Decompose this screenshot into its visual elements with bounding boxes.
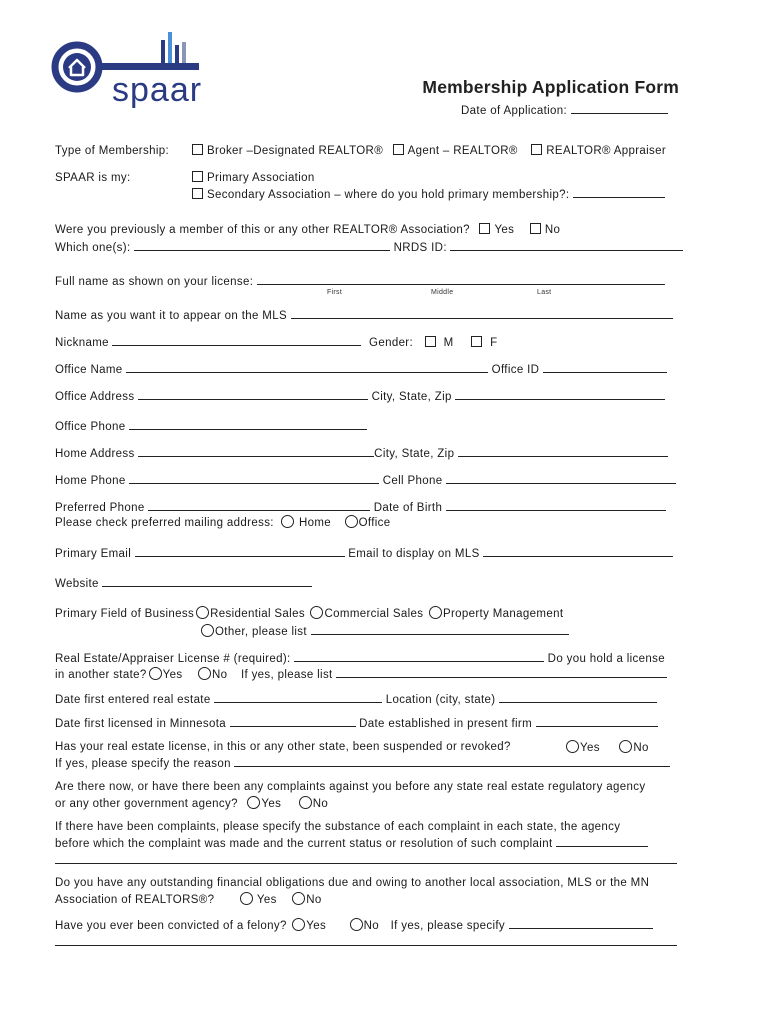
office-city-label: City, State, Zip <box>371 391 452 403</box>
primary-email-label: Primary Email <box>55 548 132 560</box>
home-address-label: Home Address <box>55 448 135 460</box>
home-phone-row <box>55 472 676 488</box>
which-ones-label: Which one(s): <box>55 242 131 254</box>
mailing-address-label: Please check preferred mailing address: <box>55 517 274 529</box>
date-licensed-field[interactable] <box>230 715 356 727</box>
date-entered-field[interactable] <box>214 691 382 703</box>
complaints-yes-label: Yes <box>261 798 282 810</box>
home-city-label: City, State, Zip <box>374 448 455 460</box>
date-of-application-label: Date of Application: <box>461 105 568 117</box>
another-state-no-radio[interactable] <box>198 667 211 680</box>
felony-specify-field[interactable] <box>509 917 653 929</box>
if-yes-list-field[interactable] <box>336 666 667 678</box>
website-label: Website <box>55 578 99 590</box>
financial-question-1: Do you have any outstanding financial obligations due and owing to another local association, MLS or the MN <box>55 877 650 889</box>
financial-no-radio[interactable] <box>292 892 305 905</box>
license-label: Real Estate/Appraiser License # (required): <box>55 653 291 665</box>
other-field-label: Other, please list <box>215 626 307 638</box>
financial-no-label: No <box>306 894 322 906</box>
nrds-id-field[interactable] <box>450 239 683 251</box>
felony-row <box>55 917 653 933</box>
middle-name-caption: Middle <box>431 289 454 296</box>
date-licensed-label: Date first licensed in Minnesota <box>55 718 226 730</box>
complaints-specify-field[interactable] <box>556 835 648 847</box>
complaints-question-2: or any other government agency? <box>55 798 238 810</box>
mailing-home-label: Home <box>298 517 332 529</box>
license-row <box>55 650 665 666</box>
property-mgmt-radio[interactable] <box>429 606 442 619</box>
which-ones-row <box>55 239 683 255</box>
date-of-birth-label: Date of Birth <box>373 502 443 514</box>
full-name-field[interactable] <box>257 273 665 285</box>
felony-no-label: No <box>363 920 380 932</box>
broker-label: Broker –Designated REALTOR® <box>207 145 384 157</box>
appraiser-checkbox[interactable] <box>531 144 542 155</box>
office-name-row <box>55 361 667 377</box>
logo-text: spaar <box>112 71 203 109</box>
if-yes-list-label: If yes, please list <box>240 669 333 681</box>
primary-field-label: Primary Field of Business <box>55 608 195 620</box>
preferred-phone-field[interactable] <box>148 499 370 511</box>
broker-checkbox[interactable] <box>192 144 203 155</box>
complaints-question-row <box>55 796 328 811</box>
location-label: Location (city, state) <box>385 694 496 706</box>
form-title: Membership Application Form <box>422 77 679 97</box>
last-name-caption: Last <box>537 289 552 296</box>
office-address-field[interactable] <box>138 388 368 400</box>
full-name-label: Full name as shown on your license: <box>55 276 254 288</box>
mailing-home-radio[interactable] <box>281 515 294 528</box>
suspended-yes-radio[interactable] <box>566 740 579 753</box>
membership-type-options <box>190 144 666 158</box>
first-name-caption: First <box>327 289 343 296</box>
complaints-specify-1: If there have been complaints, please specify the substance of each complaint in each state, the agency <box>55 821 621 833</box>
nickname-label: Nickname <box>55 337 109 349</box>
complaints-specify-row <box>55 835 648 851</box>
suspended-yes-label: Yes <box>580 742 600 754</box>
date-of-application-row <box>461 102 668 118</box>
agent-label: Agent – REALTOR® <box>407 145 518 157</box>
date-entered-label: Date first entered real estate <box>55 694 211 706</box>
appraiser-label: REALTOR® Appraiser <box>546 145 667 157</box>
website-field[interactable] <box>102 575 312 587</box>
previously-yes-checkbox[interactable] <box>479 223 490 234</box>
home-address-row <box>55 445 668 461</box>
date-of-application-field[interactable] <box>571 102 668 114</box>
mailing-office-label: Office <box>358 517 391 529</box>
previously-no-checkbox[interactable] <box>530 223 541 234</box>
mls-name-row <box>55 307 673 323</box>
previously-member-row <box>55 223 560 237</box>
previously-yes-label: Yes <box>494 224 515 236</box>
nrds-id-label: NRDS ID: <box>393 242 447 254</box>
another-state-label: in another state? <box>55 669 147 681</box>
suspended-no-label: No <box>633 742 649 754</box>
commercial-label: Commercial Sales <box>324 608 424 620</box>
office-id-label: Office ID <box>491 364 540 376</box>
date-established-label: Date established in present firm <box>359 718 533 730</box>
felony-no-radio[interactable] <box>350 918 363 931</box>
other-field-row <box>199 623 569 639</box>
suspended-options <box>564 740 649 755</box>
email-row <box>55 545 673 561</box>
residential-radio[interactable] <box>196 606 209 619</box>
primary-membership-field[interactable] <box>573 186 665 198</box>
office-city-field[interactable] <box>455 388 665 400</box>
financial-question-2: Association of REALTORS®? <box>55 894 215 906</box>
primary-field-row <box>55 606 563 621</box>
specify-reason-label: If yes, please specify the reason <box>55 758 231 770</box>
secondary-assoc-label: Secondary Association – where do you hold primary membership?: <box>207 189 570 201</box>
suspended-label: Has your real estate license, in this or any other state, been suspended or revoked? <box>55 741 511 753</box>
other-field-radio[interactable] <box>201 624 214 637</box>
felony-extra-line[interactable] <box>55 945 677 946</box>
gender-m-checkbox[interactable] <box>425 336 436 347</box>
another-state-yes-radio[interactable] <box>149 667 162 680</box>
preferred-phone-row <box>55 499 666 515</box>
spaar-is-my-label: SPAAR is my: <box>55 172 131 184</box>
felony-yes-radio[interactable] <box>292 918 305 931</box>
home-address-field[interactable] <box>138 445 374 457</box>
home-phone-label: Home Phone <box>55 475 126 487</box>
date-established-field[interactable] <box>536 715 658 727</box>
date-entered-row <box>55 691 657 707</box>
felony-specify-label: If yes, please specify <box>390 920 506 932</box>
commercial-radio[interactable] <box>310 606 323 619</box>
location-field[interactable] <box>499 691 657 703</box>
another-state-row <box>55 666 667 682</box>
gender-m-label: M <box>443 337 454 349</box>
preferred-phone-label: Preferred Phone <box>55 502 145 514</box>
specify-reason-row <box>55 755 670 771</box>
which-ones-field[interactable] <box>134 239 390 251</box>
spaar-logo <box>50 30 210 115</box>
gender-f-label: F <box>490 337 498 349</box>
felony-label: Have you ever been convicted of a felony? <box>55 920 287 932</box>
residential-label: Residential Sales <box>210 608 305 620</box>
office-id-field[interactable] <box>543 361 667 373</box>
website-row <box>55 575 312 591</box>
financial-question-row <box>55 892 322 907</box>
primary-assoc-checkbox[interactable] <box>192 171 203 182</box>
mailing-office-radio[interactable] <box>345 515 358 528</box>
previously-no-label: No <box>544 224 561 236</box>
suspended-no-radio[interactable] <box>619 740 632 753</box>
another-state-no-label: No <box>211 669 228 681</box>
primary-assoc-row <box>190 171 315 185</box>
mls-name-field[interactable] <box>291 307 673 319</box>
office-address-label: Office Address <box>55 391 135 403</box>
office-name-label: Office Name <box>55 364 123 376</box>
full-name-row <box>55 273 665 289</box>
complaints-question-1: Are there now, or have there been any complaints against you before any state real estate regulatory agency <box>55 781 646 793</box>
complaints-yes-radio[interactable] <box>247 796 260 809</box>
complaints-no-radio[interactable] <box>299 796 312 809</box>
cell-phone-field[interactable] <box>446 472 676 484</box>
complaints-no-label: No <box>312 798 329 810</box>
email-mls-field[interactable] <box>483 545 673 557</box>
date-licensed-row <box>55 715 658 731</box>
property-mgmt-label: Property Management <box>442 608 564 620</box>
email-mls-label: Email to display on MLS <box>348 548 480 560</box>
secondary-assoc-row <box>190 186 665 202</box>
complaints-extra-line[interactable] <box>55 863 677 864</box>
license-field[interactable] <box>294 650 544 662</box>
financial-yes-radio[interactable] <box>240 892 253 905</box>
other-field-input[interactable] <box>311 623 569 635</box>
office-phone-field[interactable] <box>129 418 367 430</box>
financial-yes-label: Yes <box>256 894 277 906</box>
felony-yes-label: Yes <box>306 920 327 932</box>
membership-type-label: Type of Membership: <box>55 145 170 157</box>
office-name-field[interactable] <box>126 361 488 373</box>
office-phone-label: Office Phone <box>55 421 126 433</box>
home-phone-field[interactable] <box>129 472 379 484</box>
specify-reason-field[interactable] <box>234 755 670 767</box>
primary-assoc-label: Primary Association <box>207 172 315 184</box>
mailing-address-row <box>55 515 391 530</box>
gender-f-checkbox[interactable] <box>471 336 482 347</box>
hold-license-label: Do you hold a license <box>547 653 665 665</box>
another-state-yes-label: Yes <box>162 669 183 681</box>
agent-checkbox[interactable] <box>393 144 404 155</box>
mls-name-label: Name as you want it to appear on the MLS <box>55 310 287 322</box>
office-address-row <box>55 388 665 404</box>
nickname-field[interactable] <box>112 334 361 346</box>
nickname-row <box>55 334 497 350</box>
home-city-field[interactable] <box>458 445 668 457</box>
date-of-birth-field[interactable] <box>446 499 666 511</box>
primary-email-field[interactable] <box>135 545 345 557</box>
complaints-specify-2: before which the complaint was made and the current status or resolution of such complaint <box>55 838 553 850</box>
gender-label: Gender: <box>369 337 414 349</box>
secondary-assoc-checkbox[interactable] <box>192 188 203 199</box>
previously-member-label: Were you previously a member of this or any other REALTOR® Association? <box>55 224 470 236</box>
office-phone-row <box>55 418 367 434</box>
cell-phone-label: Cell Phone <box>382 475 443 487</box>
